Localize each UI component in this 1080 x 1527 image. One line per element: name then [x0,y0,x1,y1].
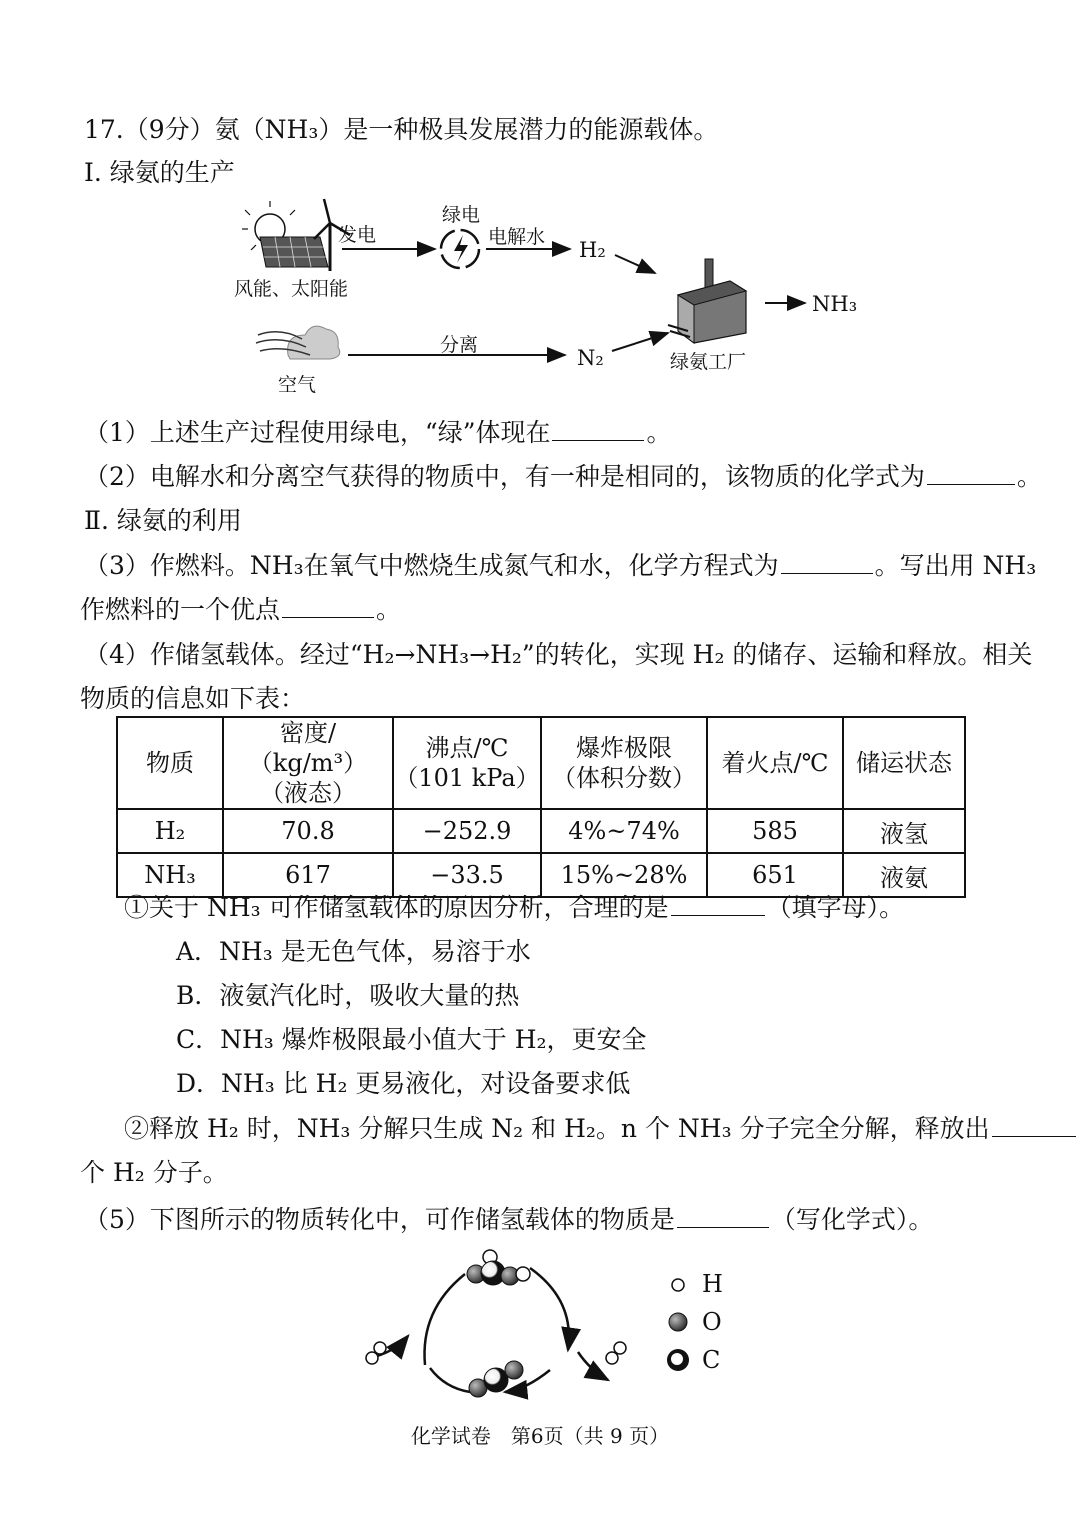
question-3-text-2: 作燃料的一个优点 [80,595,281,624]
question-3-end: 。 [376,595,402,624]
page-footer: 化学试卷 第6页（共 9 页） [410,1424,670,1448]
answer-blank-4b[interactable] [992,1135,1076,1137]
table-cell: 617 [223,853,393,897]
diagram-label-wind-solar: 风能、太阳能 [234,278,349,300]
option-c: C．NH₃ 爆炸极限最小值大于 H₂，更安全 [176,1025,647,1054]
hydrogen-in [366,1342,386,1364]
diagram-label-power: 发电 [338,224,377,246]
diagram-label-separate: 分离 [440,334,479,356]
table-row [117,853,965,897]
question-4-line-1: （4）作储氢载体。经过“H₂→NH₃→H₂”的转化，实现 H₂ 的储存、运输和释放。相关 [84,640,1033,669]
table-header-cell: 物质 [117,717,223,809]
table-cell: −33.5 [393,853,541,897]
question-5 [84,1205,933,1235]
question-2-text: （2）电解水和分离空气获得的物质中，有一种是相同的，该物质的化学式为 [84,462,925,491]
diagram-label-n2: N₂ [577,346,604,370]
question-1 [84,418,672,448]
legend-o-label: O [702,1308,722,1336]
answer-blank-4a[interactable] [671,914,765,916]
question-5-text: （5）下图所示的物质转化中，可作储氢载体的物质是 [84,1205,675,1234]
question-4-sub-1-end: （填字母）。 [766,893,905,922]
table-cell: 651 [707,853,843,897]
diagram-label-nh3: NH₃ [812,292,858,316]
table-cell: 4%~74% [541,809,707,853]
table-cell: NH₃ [117,853,223,897]
table-header-cell: 沸点/℃ （101 kPa） [393,717,541,809]
molecule-cycle-diagram [350,1240,650,1410]
question-2-end: 。 [1016,462,1042,491]
table-header-cell: 爆炸极限 （体积分数） [541,717,707,809]
legend-c-label: C [702,1346,721,1374]
table-cell: −252.9 [393,809,541,853]
legend-symbols [666,1272,696,1372]
question-4-sub-2-text: ②释放 H₂ 时，NH₃ 分解只生成 N₂ 和 H₂。n 个 NH₃ 分子完全分解，释放出 [124,1114,990,1143]
table-cell: 液氨 [843,853,965,897]
section-heading-utilization: Ⅱ. 绿氨的利用 [84,506,242,535]
question-3-line-2 [80,595,401,625]
question-5-end: （写化学式）。 [770,1205,934,1234]
molecule-top [467,1250,530,1285]
legend-h-label: H [702,1270,723,1298]
air-icon [256,326,340,359]
option-a: A．NH₃ 是无色气体，易溶于水 [176,937,531,966]
question-1-end: 。 [646,418,672,447]
table-row [117,809,965,853]
factory-icon [668,259,746,343]
table-cell: 液氢 [843,809,965,853]
table-cell: 70.8 [223,809,393,853]
section-heading-production: Ⅰ. 绿氨的生产 [84,158,235,187]
legend-h-symbol [672,1279,684,1291]
molecule-bottom [469,1361,523,1397]
question-4-line-2: 物质的信息如下表： [80,684,306,713]
answer-blank-5[interactable] [677,1226,769,1228]
legend-o-symbol [669,1313,687,1331]
question-4-sub-2-line-1 [124,1114,1078,1144]
diagram-label-air: 空气 [278,374,317,396]
question-4-sub-1 [124,893,904,923]
table-header-cell: 储运状态 [843,717,965,809]
option-b: B．液氨汽化时，吸收大量的热 [176,981,520,1010]
table-cell: 585 [707,809,843,853]
table-header-cell: 着火点/℃ [707,717,843,809]
option-d: D．NH₃ 比 H₂ 更易液化，对设备要求低 [176,1069,631,1098]
answer-blank-2[interactable] [927,483,1015,485]
table-cell: 15%~28% [541,853,707,897]
property-table [116,716,966,898]
question-4-sub-2-line-2: 个 H₂ 分子。 [80,1158,228,1187]
table-cell: H₂ [117,809,223,853]
diagram-label-electrolysis: 电解水 [488,226,546,248]
answer-blank-1[interactable] [552,439,644,441]
hydrogen-out [606,1342,626,1364]
green-power-icon [441,230,479,268]
question-3-text: （3）作燃料。NH₃在氧气中燃烧生成氮气和水，化学方程式为 [84,551,779,580]
table-header-row [117,717,965,809]
question-1-text: （1）上述生产过程使用绿电，“绿”体现在 [84,418,551,447]
answer-blank-3a[interactable] [781,572,873,574]
question-3-mid: 。写出用 NH₃ [874,551,1037,580]
diagram-label-green-power: 绿电 [442,204,481,226]
table-header-cell: 密度/（kg/m³） （液态） [223,717,393,809]
answer-blank-3b[interactable] [282,616,374,618]
question-title: 17.（9分）氨（NH₃）是一种极具发展潜力的能源载体。 [84,115,719,144]
question-3-line-1 [84,551,1036,581]
wind-solar-icon [242,199,350,271]
diagram-label-h2: H₂ [579,238,606,262]
question-2 [84,462,1042,492]
question-4-sub-1-text: ①关于 NH₃ 可作储氢载体的原因分析，合理的是 [124,893,669,922]
diagram-label-factory: 绿氨工厂 [670,351,747,373]
